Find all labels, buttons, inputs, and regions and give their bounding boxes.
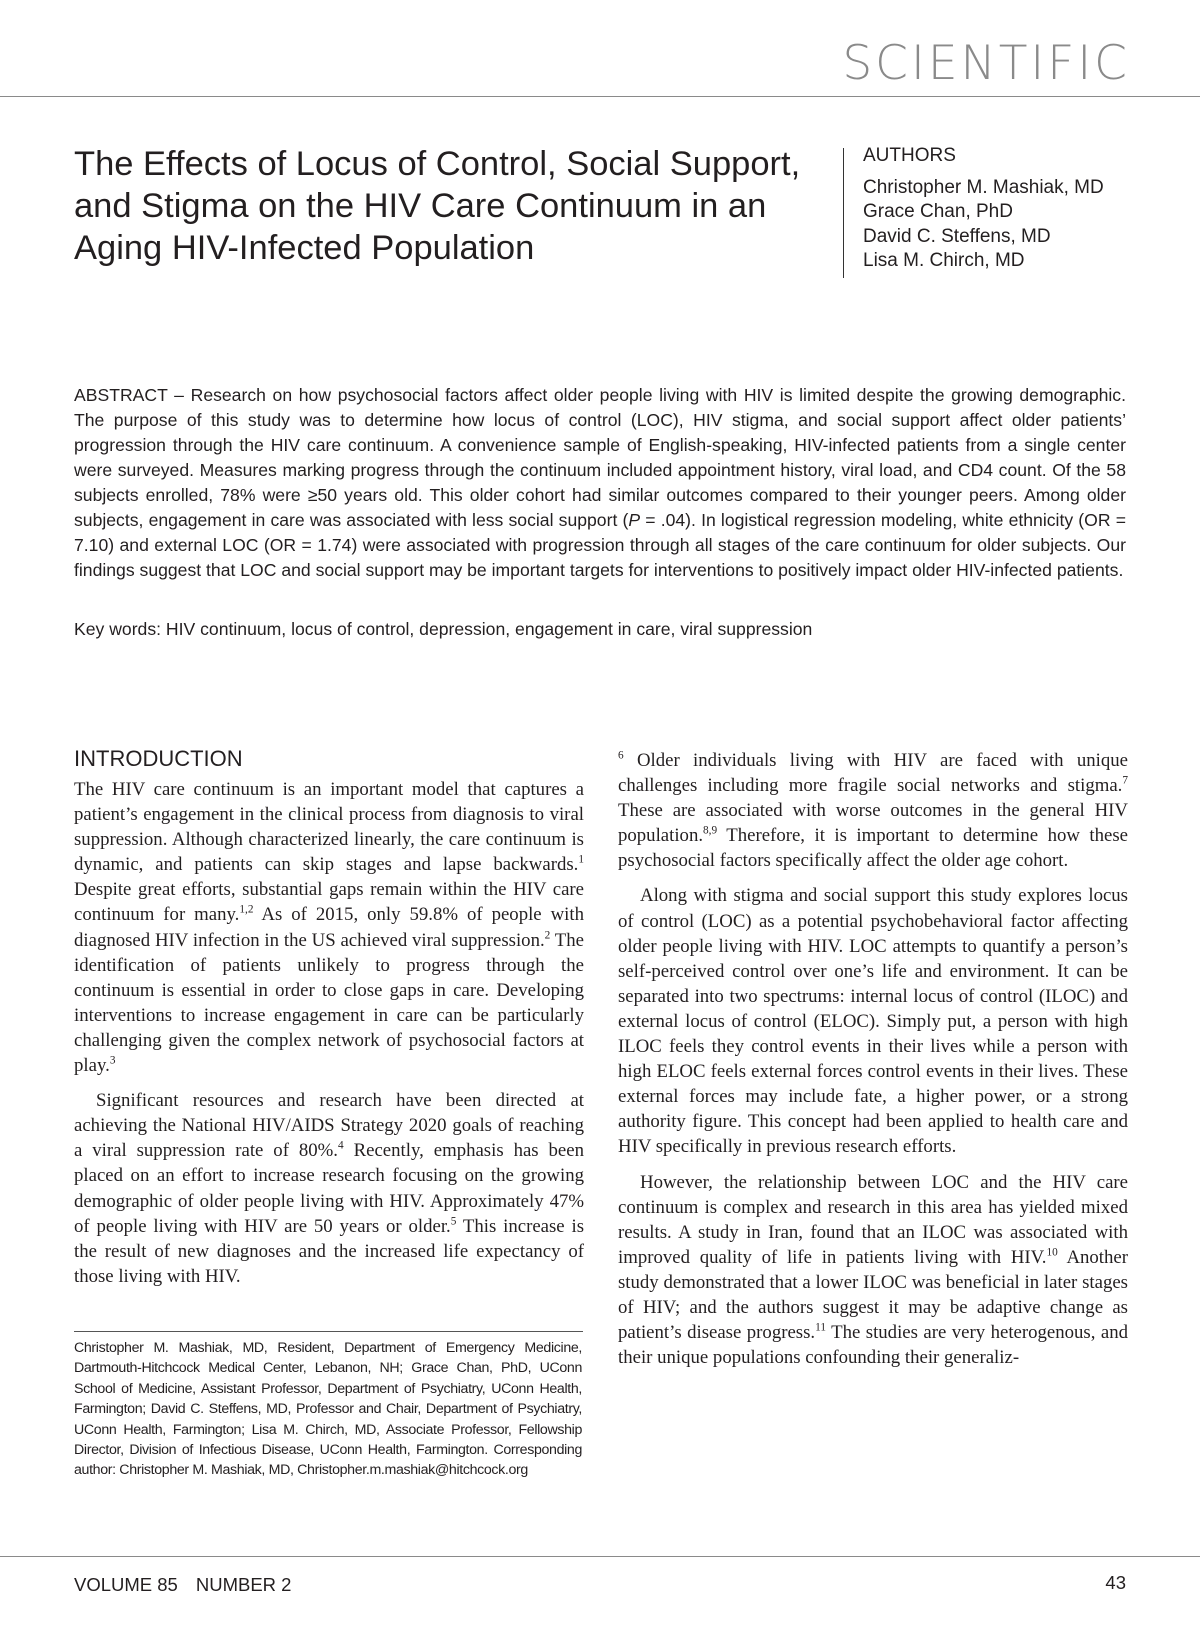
citation: 1: [578, 854, 584, 867]
text-run: Despite great efforts, substantial gaps remain within the HIV care continuum for many.: [74, 879, 584, 926]
number-label: NUMBER 2: [195, 1574, 292, 1595]
page-number: 43: [1105, 1572, 1126, 1593]
paragraph: [74, 1088, 584, 1289]
citation: 4: [338, 1140, 344, 1153]
citation: 8,9: [703, 825, 718, 838]
left-column: [74, 777, 584, 1289]
authors-label: AUTHORS: [863, 145, 956, 166]
paragraph-continued: [618, 748, 1128, 873]
author-name: Lisa M. Chirch, MD: [863, 250, 1025, 271]
citation: 5: [450, 1215, 457, 1228]
citation: 11: [815, 1321, 826, 1334]
text-run: The identification of patients unlikely to progress through the continuum is essential in order to close gaps in care. Developing interventions to increase engagement in care can be particularly challenging given the complex network of psychosocial factors at play.: [74, 929, 584, 1077]
keywords: Key words: HIV continuum, locus of control, depression, engagement in care, viral suppression: [74, 619, 813, 639]
text-run: Recently, emphasis has been placed on an effort to increase research focusing on the growing demographic of older people living with HIV. Approximately 47% of people living with HIV are 50 years or older.: [74, 1140, 584, 1237]
paragraph: [618, 1170, 1128, 1371]
p-value-symbol: P: [628, 510, 641, 530]
journal-issue: [74, 1574, 291, 1596]
text-run: As of 2015, only 59.8% of people with diagnosed HIV infection in the US achieved viral suppression.: [74, 904, 584, 951]
author-name: Grace Chan, PhD: [863, 201, 1013, 222]
citation: 2: [544, 929, 551, 942]
citation: 6: [618, 749, 624, 762]
text-run: This increase is the result of new diagnoses and the increased life expectancy of those living with HIV.: [74, 1215, 584, 1287]
header-divider: [0, 96, 1200, 97]
footnote-divider: [74, 1331, 583, 1332]
text-run: Older individuals living with HIV are faced with unique challenges including more fragile social networks and stigma.: [618, 750, 1128, 797]
text-run: The studies are very heterogenous, and their unique populations confounding their generaliz-: [618, 1322, 1129, 1369]
author-name: Christopher M. Mashiak, MD: [863, 176, 1104, 198]
text-run: These are associated with worse outcomes in the general HIV population.: [618, 800, 1128, 847]
paragraph: [74, 777, 584, 1078]
author-affiliations-footnote: Christopher M. Mashiak, MD, Resident, Department of Emergency Medicine, Dartmouth-Hitchcock Medical Center, Lebanon, NH; Grace Chan, PhD, UConn School of Medicine, Assistant Professor, Department of Psychiatry, UConn Health, Farmington; David C. Steffens, MD, Professor and Chair, Department of Psychiatry, UConn Health, Farmington; Lisa M. Chirch, MD, Associate Professor, Fellowship Director, Division of Infectious Disease, UConn Health, Farmington. Corresponding author: Christopher M. Mashiak, MD, Christopher.m.mashiak@hitchcock.org: [74, 1340, 582, 1479]
section-heading: INTRODUCTION: [74, 746, 243, 771]
right-column: [618, 748, 1128, 1370]
citation: 1,2: [239, 904, 254, 917]
citation: 7: [1122, 774, 1128, 787]
author-name: David C. Steffens, MD: [863, 225, 1051, 247]
text-run: Significant resources and research have been directed at achieving the National HIV/AIDS Strategy 2020 goals of reaching a viral suppression rate of 80%.: [74, 1090, 584, 1162]
citation: 3: [109, 1054, 116, 1067]
abstract: [74, 383, 1126, 583]
abstract-text: ABSTRACT – Research on how psychosocial factors affect older people living with HIV is limited despite the growing demographic. The purpose of this study was to determine how locus of control (LOC), HIV stigma, and social support affect older patients’ progression through the HIV care continuum. A convenience sample of English-speaking, HIV-infected patients from a single center were surveyed. Measures marking progress through the continuum included appointment history, viral load, and CD4 count. Of the 58 subjects enrolled, 78% were ≥50 years old. This older cohort had similar outcomes compared to their younger peers. Among older subjects, engagement in care was associated with less social support (: [74, 385, 1126, 530]
volume-label: VOLUME 85: [74, 1574, 178, 1595]
text-run: However, the relationship between LOC and the HIV care continuum is complex and research in this area has yielded mixed results. A study in Iran, found that an ILOC was associated with improved quality of life in patients living with HIV.: [618, 1171, 1128, 1268]
section-label: SCIENTIFIC: [842, 36, 1130, 91]
text-run: Another study demonstrated that a lower ILOC was beneficial in later stages of HIV; and the authors suggest it may be adaptive change as patient’s disease progress.: [618, 1246, 1128, 1344]
authors-box: [843, 145, 1163, 278]
text-run: Therefore, it is important to determine how these psychosocial factors specifically affect the older age cohort.: [618, 825, 1128, 872]
citation: 10: [1046, 1246, 1058, 1259]
abstract-text: = .04). In logistical regression modeling, white ethnicity (OR = 7.10) and external LOC (OR = 1.74) were associated with progression through all stages of the care continuum for older subjects. Our findings suggest that LOC and social support may be important targets for interventions to positively impact older HIV-infected patients.: [74, 510, 1126, 580]
footer-divider: [0, 1556, 1200, 1557]
paragraph: Along with stigma and social support this study explores locus of control (LOC) as a potential psychobehavioral factor affecting older people living with HIV. LOC attempts to quantify a person’s self-perceived control over one’s life and environment. It can be separated into two spectrums: internal locus of control (ILOC) and external locus of control (ELOC). Simply put, a person with high ILOC feels they control events in their lives while a person with high ELOC feels external forces control events in their lives. These external forces may include fate, a higher power, or a strong authority figure. This concept had been applied to health care and HIV specifically in previous research efforts.: [618, 885, 1128, 1158]
article-title: The Effects of Locus of Control, Social Support, and Stigma on the HIV Care Continuum in an Aging HIV-Infected Population: [74, 145, 801, 267]
text-run: The HIV care continuum is an important model that captures a patient’s engagement in the clinical process from diagnosis to viral suppression. Although characterized linearly, the care continuum is dynamic, and patients can skip stages and lapse backwards.: [74, 779, 584, 876]
